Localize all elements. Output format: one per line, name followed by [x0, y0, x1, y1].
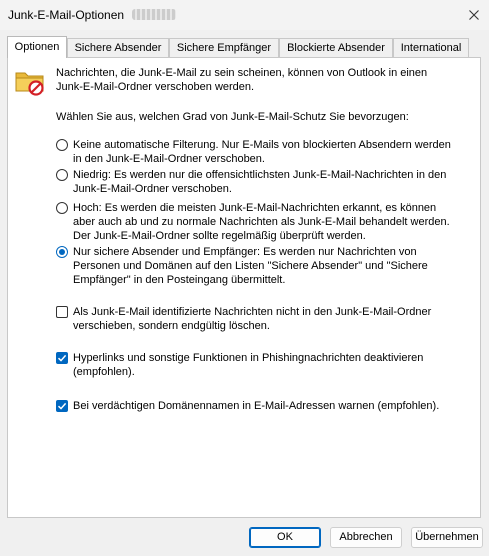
redacted-account-name: [132, 9, 176, 20]
checkbox-delete-junk-label[interactable]: [73, 305, 431, 333]
label-line: Nur sichere Absender und Empfänger: Es werden nur Nachrichten von: [73, 246, 417, 258]
intro-line-2: Junk-E-Mail-Ordner verschoben werden.: [56, 81, 255, 93]
radio-no-filtering-label[interactable]: [73, 138, 451, 166]
tab-optionen[interactable]: Optionen: [7, 36, 67, 58]
label-line: Empfänger" in den Posteingang übermittelt.: [73, 274, 286, 286]
label-line: Personen und Domänen auf den Listen "Sichere Absender" und "Sichere: [73, 260, 428, 272]
options-panel: [7, 57, 481, 518]
close-icon: [469, 10, 479, 20]
cancel-button[interactable]: Abbrechen: [330, 527, 402, 548]
label-line: Niedrig: Es werden nur die offensichtlichsten Junk-E-Mail-Nachrichten in den: [73, 169, 447, 181]
tab-international[interactable]: International: [393, 38, 469, 57]
checkbox-warn-suspicious-domains[interactable]: [56, 400, 68, 412]
junk-folder-blocked-icon: [14, 65, 46, 97]
checkbox-warn-suspicious-domains-label[interactable]: [73, 399, 439, 413]
label-line: Keine automatische Filterung. Nur E-Mails von blockierten Absendern werden: [73, 139, 451, 151]
label-line: Hyperlinks und sonstige Funktionen in Phishingnachrichten deaktivieren: [73, 352, 424, 364]
label-line: verschieben, sondern endgültig löschen.: [73, 320, 270, 332]
radio-high-label[interactable]: [73, 201, 450, 243]
close-button[interactable]: [458, 0, 489, 30]
title-bar[interactable]: [0, 0, 489, 30]
radio-low[interactable]: [56, 169, 68, 181]
label-line: Hoch: Es werden die meisten Junk-E-Mail-Nachrichten erkannt, es können: [73, 202, 437, 214]
label-line: in den Junk-E-Mail-Ordner verschoben.: [73, 153, 265, 165]
radio-safe-lists-only-label[interactable]: [73, 245, 428, 287]
label-line: aber auch ab und zu normale Nachrichten als Junk-E-Mail behandelt werden.: [73, 216, 450, 228]
protection-prompt: Wählen Sie aus, welchen Grad von Junk-E-Mail-Schutz Sie bevorzugen:: [56, 111, 409, 123]
label-line: Der Junk-E-Mail-Ordner sollte regelmäßig überprüft werden.: [73, 230, 366, 242]
intro-line-1: Nachrichten, die Junk-E-Mail zu sein scheinen, können von Outlook in einen: [56, 67, 428, 79]
checkbox-delete-junk[interactable]: [56, 306, 68, 318]
checkmark-icon: [57, 401, 67, 411]
label-line: Junk-E-Mail-Ordner verschoben.: [73, 183, 232, 195]
tab-sichere-empfaenger[interactable]: Sichere Empfänger: [169, 38, 279, 57]
label-line: (empfohlen).: [73, 366, 135, 378]
radio-low-label[interactable]: [73, 168, 446, 196]
checkmark-icon: [57, 353, 67, 363]
tab-bar: [7, 36, 481, 58]
window-title: Junk-E-Mail-Optionen: [8, 8, 125, 22]
tab-sichere-absender[interactable]: Sichere Absender: [67, 38, 169, 57]
label-line: Als Junk-E-Mail identifizierte Nachrichten nicht in den Junk-E-Mail-Ordner: [73, 306, 432, 318]
radio-safe-lists-only[interactable]: [56, 246, 68, 258]
label-line: Bei verdächtigen Domänennamen in E-Mail-Adressen warnen (empfohlen).: [73, 400, 440, 412]
checkbox-disable-phishing-links[interactable]: [56, 352, 68, 364]
apply-button[interactable]: Übernehmen: [411, 527, 483, 548]
intro-text: [56, 66, 427, 94]
checkbox-disable-phishing-links-label[interactable]: [73, 351, 423, 379]
radio-no-filtering[interactable]: [56, 139, 68, 151]
tab-blockierte-absender[interactable]: Blockierte Absender: [279, 38, 393, 57]
ok-button[interactable]: OK: [249, 527, 321, 548]
radio-high[interactable]: [56, 202, 68, 214]
